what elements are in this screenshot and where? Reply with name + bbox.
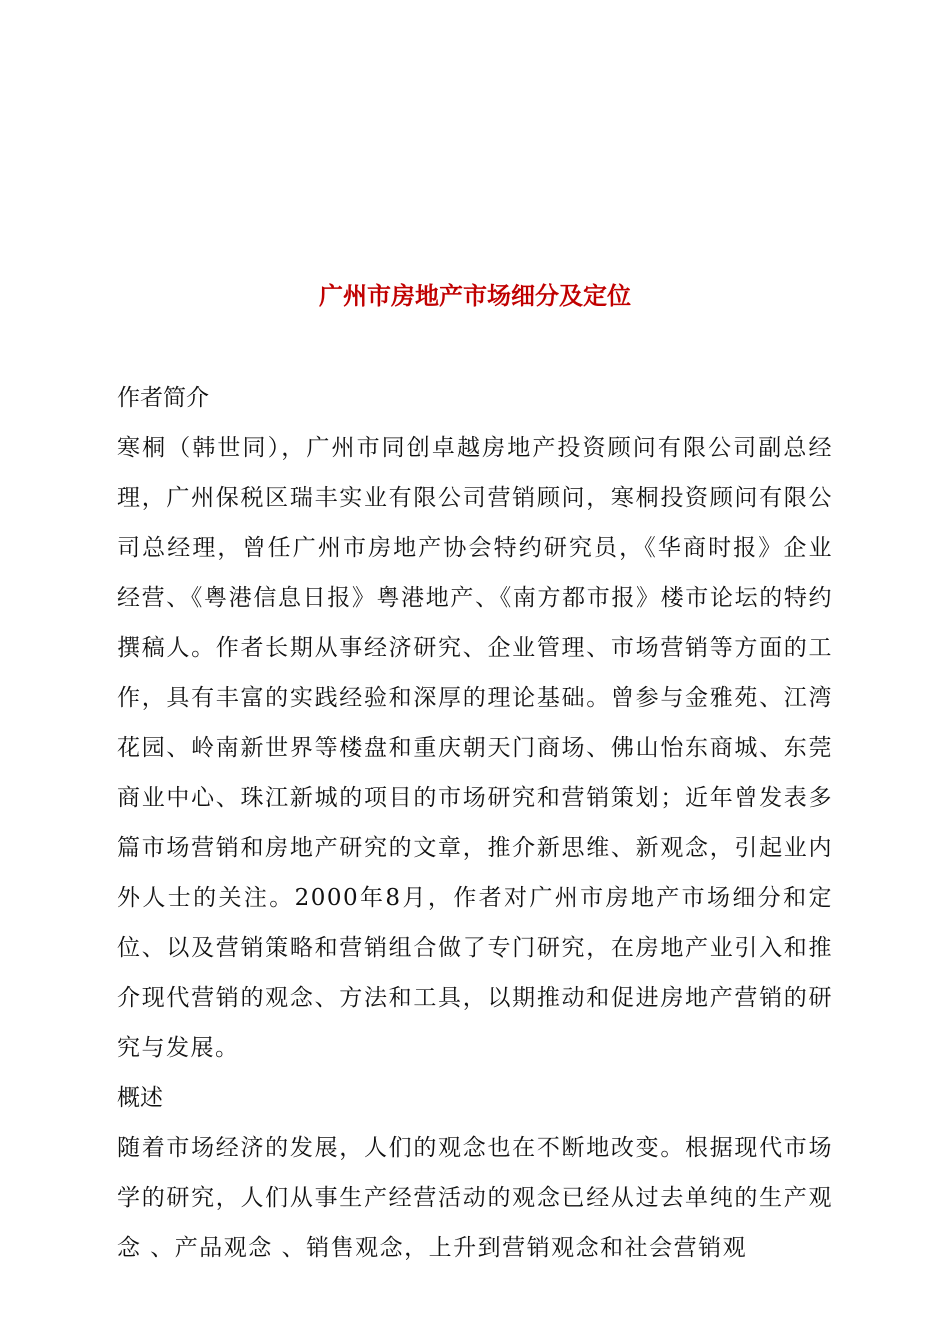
overview-paragraph: 随着市场经济的发展，人们的观念也在不断地改变。根据现代市场学的研究，人们从事生产经营活动的观念已经从过去单纯的生产观念 、产品观念 、销售观念，上升到营销观念和社会营销观 xyxy=(117,1135,833,1261)
document-title: 广州市房地产市场细分及定位 xyxy=(319,281,631,310)
section-heading-author: 作者简介 xyxy=(117,385,209,411)
document-body xyxy=(117,373,833,1273)
author-bio-paragraph: 寒桐（韩世同），广州市同创卓越房地产投资顾问有限公司副总经理，广州保税区瑞丰实业有限公司营销顾问，寒桐投资顾问有限公司总经理，曾任广州市房地产协会特约研究员，《华商时报》企业经营、《粤港信息日报》粤港地产、《南方都市报》楼市论坛的特约撰稿人。作者长期从事经济研究、企业管理、市场营销等方面的工作，具有丰富的实践经验和深厚的理论基础。曾参与金雅苑、江湾花园、岭南新世界等楼盘和重庆朝天门商场、佛山怡东商城、东莞商业中心、珠江新城的项目的市场研究和营销策划；近年曾发表多篇市场营销和房地产研究的文章，推介新思维、新观念，引起业内外人士的关注。2000年8月，作者对广州市房地产市场细分和定位、以及营销策略和营销组合做了专门研究，在房地产业引入和推介现代营销的观念、方法和工具，以期推动和促进房地产营销的研究与发展。 xyxy=(117,435,833,1061)
section-heading-overview: 概述 xyxy=(117,1085,163,1111)
